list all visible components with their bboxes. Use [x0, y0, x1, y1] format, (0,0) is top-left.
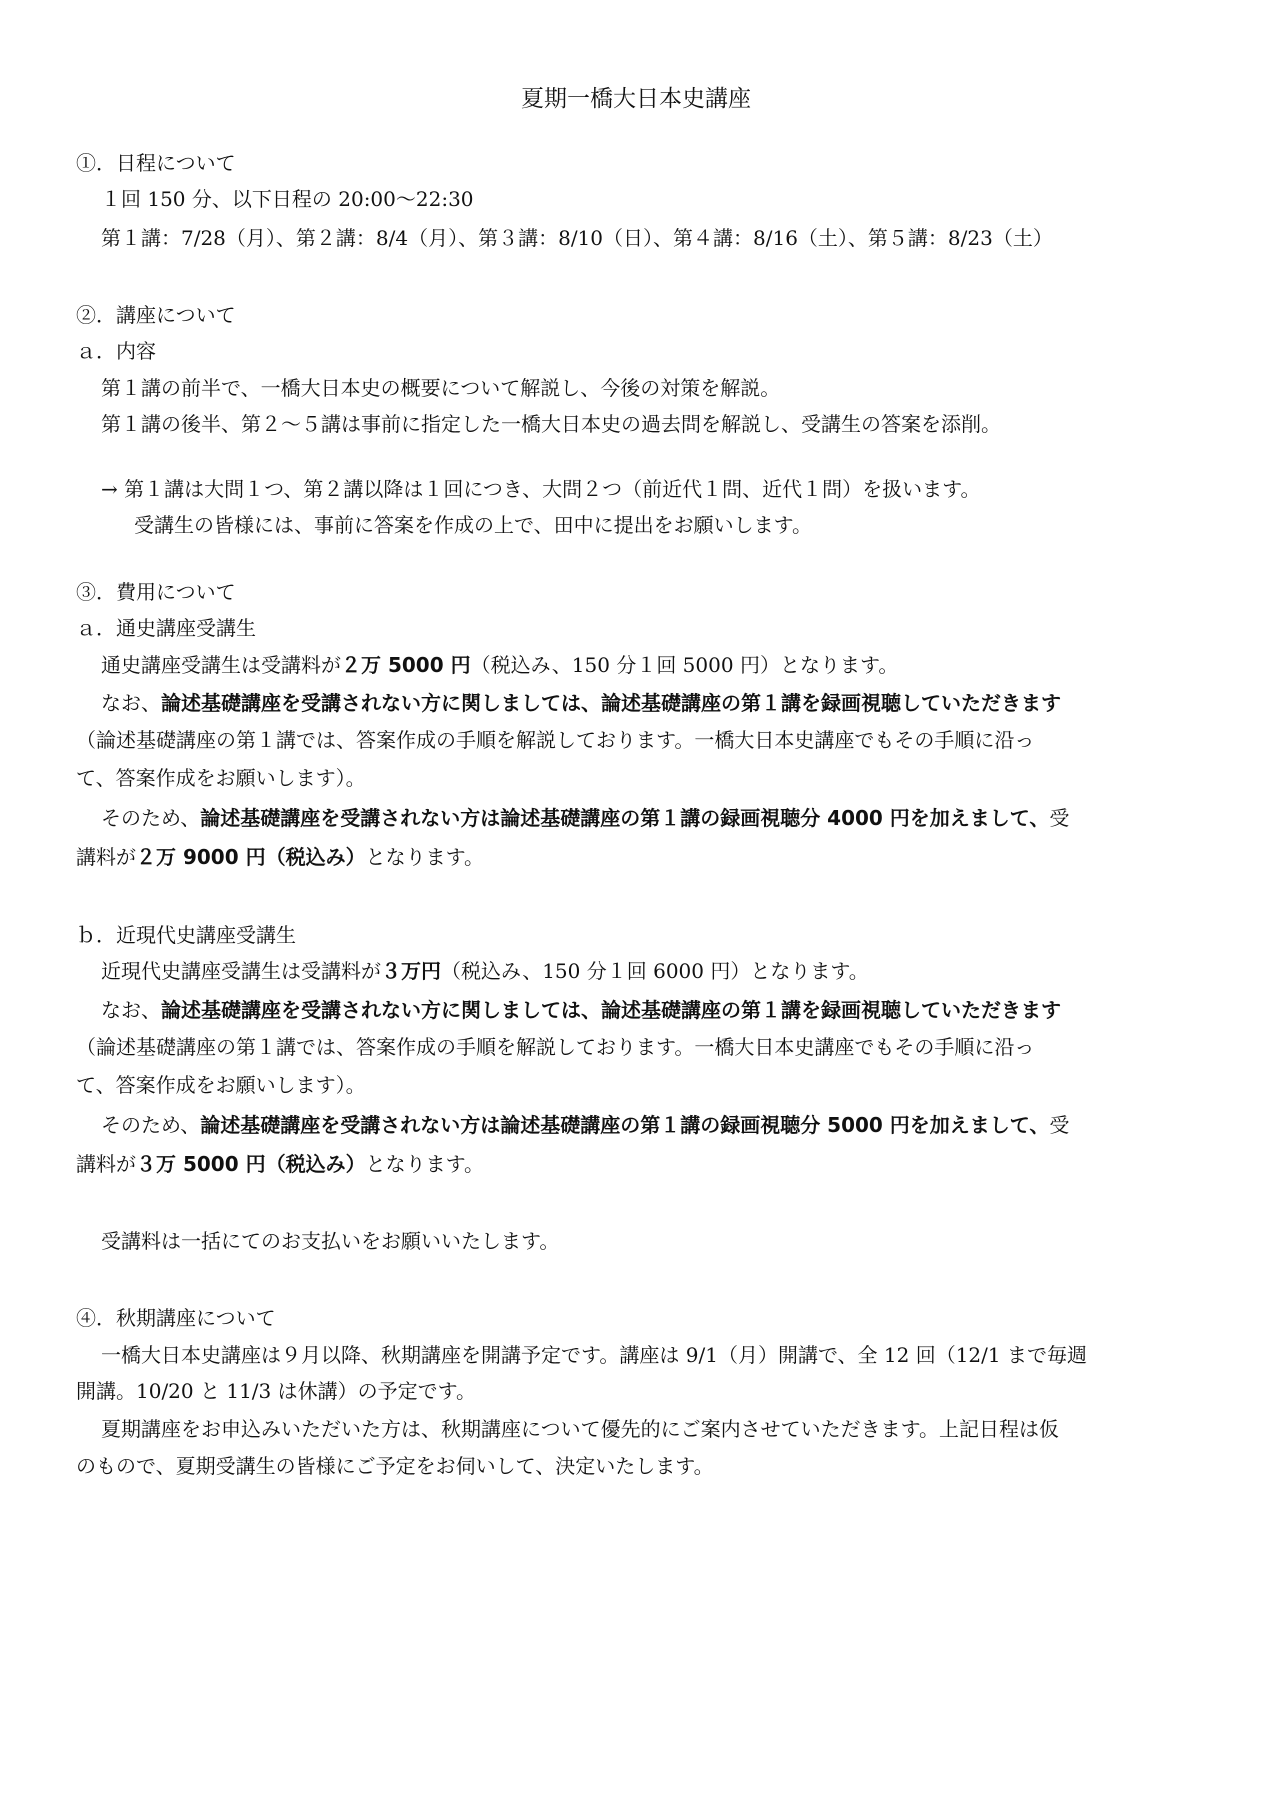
fee-heading: ③．費用について: [76, 580, 236, 604]
fee-line: なお、論述基礎講座を受講されない方に関しましては、論述基礎講座の第１講を録画視聴していただきます: [101, 691, 1061, 715]
fee-line: （論述基礎講座の第１講では、答案作成の手順を解説しております。一橋大日本史講座でもその手順に沿っ: [76, 728, 1035, 752]
fee-line: そのため、論述基礎講座を受講されない方は論述基礎講座の第１講の録画視聴分 5000 円を加えまして、受: [101, 1113, 1070, 1137]
autumn-heading: ④．秋期講座について: [76, 1306, 276, 1330]
autumn-paragraph: 開講。10/20 と 11/3 は休講）の予定です。: [76, 1379, 477, 1403]
autumn-paragraph: 一橋大日本史講座は９月以降、秋期講座を開講予定です。講座は 9/1（月）開講で、全 12 回（12/1 まで毎週: [101, 1343, 1087, 1367]
fee-total: 講料が３万 5000 円（税込み）となります。: [76, 1152, 484, 1176]
content-paragraph: 第１講の前半で、一橋大日本史の概要について解説し、今後の対策を解説。: [101, 376, 781, 400]
fee-total: 講料が２万 9000 円（税込み）となります。: [76, 845, 484, 869]
fee-subheading-general: ａ．通史講座受講生: [76, 616, 256, 640]
fee-line: 通史講座受講生は受講料が２万 5000 円（税込み、150 分１回 5000 円）となります。: [101, 653, 899, 677]
autumn-paragraph: 夏期講座をお申込みいただいた方は、秋期講座について優先的にご案内させていただきます。上記日程は仮: [101, 1417, 1059, 1441]
schedule-dates: 第１講：7/28（月）、第２講：8/4（月）、第３講：8/10（日）、第４講：8/16（土）、第５講：8/23（土）: [101, 226, 1053, 250]
fee-line: 近現代史講座受講生は受講料が３万円（税込み、150 分１回 6000 円）となります。: [101, 959, 869, 983]
content-subheading: ａ．内容: [76, 339, 156, 363]
course-heading: ②．講座について: [76, 303, 236, 327]
schedule-heading: ①．日程について: [76, 151, 236, 175]
content-note: 受講生の皆様には、事前に答案を作成の上で、田中に提出をお願いします。: [134, 513, 812, 537]
fee-line: そのため、論述基礎講座を受講されない方は論述基礎講座の第１講の録画視聴分 4000 円を加えまして、受: [101, 806, 1070, 830]
fee-subheading-modern: ｂ．近現代史講座受講生: [76, 923, 296, 947]
content-paragraph: 第１講の後半、第２～５講は事前に指定した一橋大日本史の過去問を解説し、受講生の答案を添削。: [101, 412, 1001, 436]
fee-line: なお、論述基礎講座を受講されない方に関しましては、論述基礎講座の第１講を録画視聴していただきます: [101, 998, 1061, 1022]
schedule-duration: １回 150 分、以下日程の 20:00～22:30: [101, 187, 474, 211]
autumn-paragraph: のもので、夏期受講生の皆様にご予定をお伺いして、決定いたします。: [76, 1454, 714, 1478]
content-note: → 第１講は大問１つ、第２講以降は１回につき、大問２つ（前近代１問、近代１問）を扱います。: [101, 477, 981, 501]
fee-line: て、答案作成をお願いします）。: [76, 766, 366, 790]
fee-line: て、答案作成をお願いします）。: [76, 1073, 366, 1097]
fee-line: （論述基礎講座の第１講では、答案作成の手順を解説しております。一橋大日本史講座でもその手順に沿っ: [76, 1035, 1035, 1059]
payment-note: 受講料は一括にてのお支払いをお願いいたします。: [101, 1229, 560, 1253]
page-title: 夏期一橋大日本史講座: [521, 86, 751, 112]
